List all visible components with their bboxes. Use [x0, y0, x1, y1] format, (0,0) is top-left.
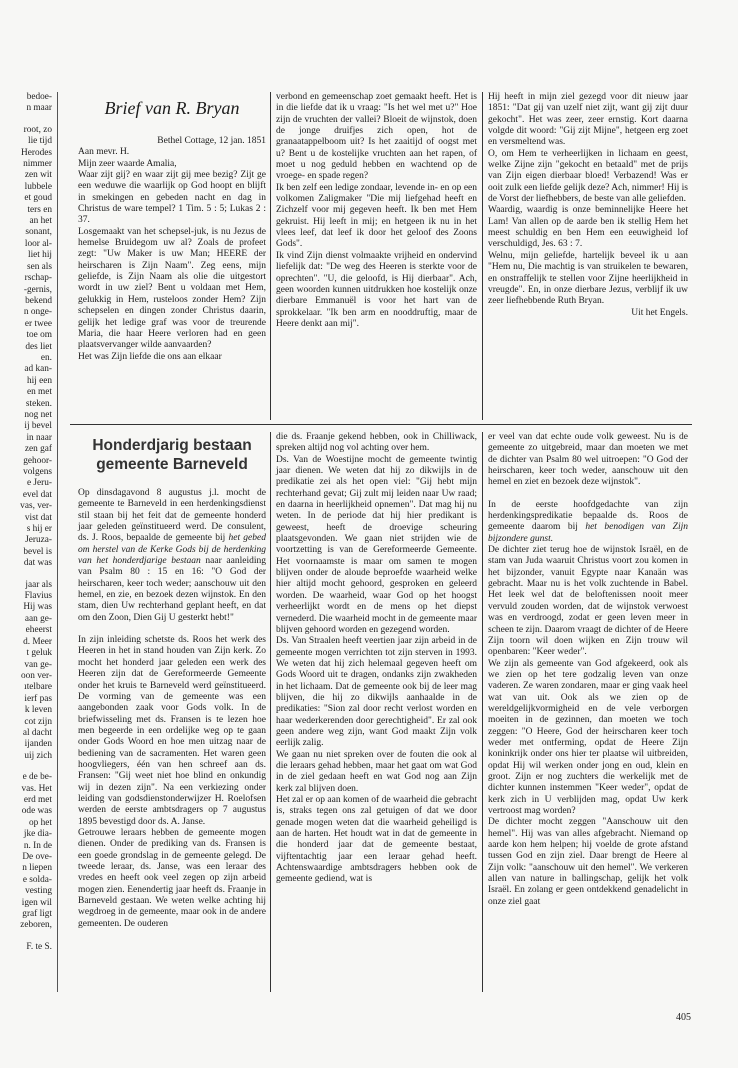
- fragment-line: van ge-: [24, 659, 52, 670]
- fragment-line: lie tijd: [27, 136, 52, 147]
- letter-title: Brief van R. Bryan: [104, 98, 240, 118]
- fragment-line: -gernis,: [23, 284, 52, 295]
- fragment-line: ode was: [21, 806, 52, 817]
- gutter-divider: [57, 92, 58, 992]
- article-paragraph: De dichter mocht zeggen "Aanschouw uit den hemel". Hij was van alles afgebracht. Niemand op aarde kon hem helpen; hij voelde de grote afstand tussen God en zijn ziel. Daar brengt de Heere al Zijn volk: "aanschouw uit den hemel". We verkeren allen van nature in ballingschap, gelijk het volk Israël. En zolang er geen ontdekkend genadelicht in onze ziel gaat: [488, 817, 688, 907]
- fragment-line: graf ligt: [22, 909, 52, 920]
- fragment-line: oon ver-: [20, 670, 52, 681]
- fragment-line: e Jeru-: [26, 478, 52, 489]
- fragment-gap: [0, 570, 52, 580]
- letter-column-2: [276, 92, 477, 330]
- fragment-line: ad kan-: [24, 364, 52, 375]
- letter-paragraph: Waar zijt gij? en waar zijt gij mee bezig? Zijt ge een weduwe die waarlijk op God hoopt en blijft in smekingen en gebeden nacht en dag in Christus de ware tempel? 1 Tim. 5 : 5; Lukas 2 : 37.: [78, 170, 266, 226]
- fragment-line: sen als: [26, 261, 52, 272]
- fragment-line: zen wit: [24, 170, 52, 181]
- fragment-line: jaar als: [25, 579, 52, 590]
- fragment-gap: [0, 762, 52, 772]
- article-paragraph: In zijn inleiding schetste ds. Roos het werk des Heeren in het in stand houden van Zijn kerk. Zo mocht het honderd jaar geleden een werk des Heeren zijn dat de Gereformeerde Gemeente onder het kruis te Barneveld werd geïnstitueerd. De vorming van de gemeente was een aangebonden zaak voor Gods volk. In de briefwisseling met ds. Fransen is te lezen hoe men begeerde in een ordelijke weg op te gaan onder Gods Woord en hoe men uitzag naar de bediening van de sacramenten. Het waren geen hoogvliegers, één van hen schreef aan ds. Fransen: "Gij weet niet hoe blind en onkundig wij in dezen zijn". Na een verkiezing onder leiding van godsdienstonderwijzer H. Roelofsen werden de eerste ambtsdragers op 7 augustus 1895 bevestigd door ds. A. Janse.: [78, 635, 266, 827]
- fragment-line: rschap-: [24, 273, 52, 284]
- fragment-line: F. te S.: [26, 941, 52, 952]
- fragment-line: zen gaf: [24, 444, 52, 455]
- letter-paragraph: Waardig, waardig is onze beminnelijke Heere het Lam! Van allen op de aarde ben ik stellig Hem het meest schuldig en ben Hem een eeuwigheid lof verschuldigd, Jes. 63 : 7.: [488, 205, 688, 250]
- fragment-line: en met: [26, 387, 52, 398]
- section-divider: [70, 424, 692, 425]
- fragment-line: liet hij: [27, 250, 52, 261]
- fragment-line: evel dat: [22, 489, 52, 500]
- fragment-line: De ove-: [22, 852, 52, 862]
- fragment-line: des liet: [25, 341, 52, 352]
- article-column-3: [488, 432, 688, 908]
- article-paragraph: die ds. Fraanje gekend hebben, ook in Chilliwack, spreken altijd nog vol achting over hem.: [276, 432, 477, 454]
- fragment-line: steken.: [25, 398, 52, 409]
- letter-paragraph: Mijn zeer waarde Amalia,: [78, 158, 177, 169]
- article-paragraph: Getrouwe leraars hebben de gemeente mogen dienen. Onder de prediking van ds. Fransen is een goede grondslag in de gemeente gelegd. De tweede leraar, ds. Janse, was een leraar des vredes en heeft ook veel zegen op zijn arbeid mogen zien. Eenendertig jaar heeft ds. Fraanje in Barneveld gestaan. We weten welke achting hij wegdroeg in de gemeente, maar ook in de andere gemeenten. De ouderen: [78, 827, 266, 929]
- article-paragraph: er veel van dat echte oude volk geweest. Nu is de gemeente zo uitgebreid, maar dan moeten we met de dichter van Psalm 80 wel uitroepen: "O God der heirscharen, keer toch weder, aanschouw uit den hemel en ziet en bezoek deze wijnstok".: [488, 432, 688, 488]
- fragment-line: vas. Het: [21, 783, 52, 794]
- fragment-line: d. Meer: [23, 636, 52, 647]
- article-paragraph: Ds. Van de Woestijne mocht de gemeente twintig jaar dienen. We weten dat hij zo dikwijls in de predikatie zei als het open viel: "Gij hebt mijn rechterhand gevat; Gij zult mij leiden naar Uw raad; en daarna in heerlijkheid opnemen". Dat mag hij nu weten. In de periode dat hij hier predikant is geweest, heeft de droevige scheuring plaatsgevonden. We gaan niet strijden wie de voortzetting is van de Gereformeerde Gemeente. Het voornaamste is maar om samen te mogen blijven onder de aloude beproefde waarheid welke hier altijd mocht gehoord, gesproken en geleerd worden. De waarheid, waar God op het hoogst verheerlijkt wordt en de mens op het diepst vernederd. Die waarheid mocht in de gemeente maar blijven gehoord worden en gezegend worden.: [276, 454, 477, 635]
- fragment-line: er twee: [24, 318, 52, 329]
- fragment-line: ierf pas: [24, 693, 52, 704]
- fragment-line: en.: [40, 352, 52, 363]
- fragment-line: s hij er: [26, 524, 52, 535]
- fragment-line: eheerst: [25, 625, 52, 636]
- column-divider: [482, 432, 483, 992]
- fragment-line: op het: [29, 817, 52, 828]
- fragment-line: bekend: [25, 295, 52, 306]
- fragment-line: zeboren,: [20, 920, 52, 931]
- letter-paragraph: Losgemaakt van het schepsel-juk, is nu Jezus de hemelse Bruidegom uw al? Zoals de profeet zegt: "Uw Maker is uw Man; HEERE der heirscharen is Zijn Naam". Zeg eens, mijn geliefde, is Zijn Naam als olie die uitgestort wordt in uw ziel? Bent u voldaan met Hem, gelukkig in Hem, rusteloos zonder Hem? Zijn schepselen en dingen zonder Christus daarin, gelijk het ledige graf was voor de treurende Maria, die haar Heere verloren had en geen plaatsvervanger wilde aanvaarden?: [78, 226, 266, 351]
- fragment-line: vist dat: [24, 512, 52, 523]
- column-divider: [482, 92, 483, 420]
- letter-column-3: [488, 92, 688, 319]
- fragment-line: erd met: [23, 794, 52, 805]
- fragment-line: gehoor-: [23, 455, 52, 466]
- article-column-1: [78, 432, 266, 930]
- fragment-line: bedoe-: [26, 92, 52, 102]
- fragment-line: nimmer: [23, 159, 52, 170]
- article-paragraph: We gaan nu niet spreken over de fouten die ook al die leraars gehad hebben, maar het gaat om wat God in de ziel gedaan heeft en wat God nog aan Zijn kerk zal blijven doen.: [276, 749, 477, 794]
- fragment-line: dat was: [23, 558, 52, 569]
- article-paragraph: Het zal er op aan komen of de waarheid die gebracht is, straks tegen ons zal getuigen of dat we door genade mogen weten dat die waarheid geheiligd is aan de harten. Het houdt wat in dat de gemeente in die honderd jaar dat de gemeente bestaat, vijftentachtig jaar een leraar gehad heeft. Achtenswaardige ambtsdragers hebben ook de gemeente gediend, wat is: [276, 795, 477, 885]
- fragment-line: Hij was: [23, 602, 52, 613]
- fragment-line: bevel is: [23, 546, 52, 557]
- fragment-line: vesting: [25, 886, 52, 897]
- fragment-line: cot zijn: [24, 716, 52, 727]
- fragment-line: volgens: [23, 467, 52, 477]
- article-paragraph: Ds. Van Straalen heeft veertien jaar zijn arbeid in de gemeente mogen verrichten tot zijn sterven in 1993. We weten dat hij zich helemaal gegeven heeft om Gods Woord uit te dragen, ondanks zijn zwakheden in het lichaam. Dat de gemeente ook bij de leer mag blijven, die hij zo dikwijls aanhaalde in de predikaties: "Sion zal door recht verlost worden en haar wederkerenden door gerechtigheid". Er zal ook geen andere weg zijn, want God maakt Zijn volk eerlijk zalig.: [276, 636, 477, 749]
- fragment-line: loor al-: [24, 238, 52, 249]
- letter-paragraph: Ik vind Zijn dienst volmaakte vrijheid en ondervind liefelijk dat: "De weg des Heeren is sterkte voor de oprechten". "U, die geloofd, is Hij dierbaar". Ach, geen woorden kunnen uitdrukken hoe kostelijk onze dierbare Emmanuël is voor het hart van de sprokkelaar. "Ik ben arm en nooddruftig, maar de Heere denkt aan mij".: [276, 250, 477, 329]
- fragment-line: sonant,: [25, 227, 52, 238]
- letter-paragraph: Ik ben zelf een ledige zondaar, levende in- en op een volkomen Zaligmaker "Die mij liefgehad heeft en Zichzelf voor mij gegeven heeft. Ik ben met Hem gekruist. Hij leeft in mij; en hetgeen ik nu in het vlees leef, dat leef ik door het geloof des Zoons Gods".: [276, 182, 477, 250]
- fragment-line: n liepen: [22, 863, 52, 874]
- fragment-line: ij bevel: [24, 421, 52, 432]
- fragment-line: Flavius: [24, 591, 52, 602]
- fragment-line: jke dia-: [23, 829, 52, 840]
- letter-source: Uit het Engels.: [631, 307, 688, 318]
- letter-column-1: [78, 92, 266, 363]
- fragment-line: vas, ver-: [20, 501, 52, 512]
- fragment-line: aan ge-: [24, 613, 52, 624]
- fragment-line: root, zo: [23, 124, 52, 135]
- fragment-line: n maar: [26, 103, 52, 114]
- article-column-2: [276, 432, 477, 886]
- fragment-line: al dacht: [22, 727, 52, 738]
- fragment-line: in naar: [26, 432, 52, 443]
- fragment-line: igen wil: [21, 897, 52, 908]
- fragment-line: Jeruza-: [25, 535, 52, 546]
- page-number: 405: [676, 1012, 691, 1023]
- article-paragraph: De dichter ziet terug hoe de wijnstok Israël, en de stam van Juda waaruit Christus voort zou komen in het bijzonder, vanuit Egypte naar Kanaän was gebracht. Maar nu is het volk zuchtende in Babel. Het leek wel dat de beloftenissen nooit meer vervuld zouden worden, dat de wijnstok verwoest was en verdroogd, zodat er geen leven meer in scheen te zijn. Daarom vraagt de dichter of de Heere Zijn toorn wil doen wijken en Zijn trouw wil openbaren: "Keer weder".: [488, 545, 688, 658]
- fragment-line: Herodes: [21, 147, 52, 158]
- previous-page-fragment: [0, 92, 52, 1002]
- fragment-line: nog net: [24, 409, 52, 420]
- fragment-line: lubbele: [24, 181, 52, 192]
- fragment-gap: [0, 115, 52, 125]
- fragment-line: e solda-: [22, 874, 52, 885]
- fragment-line: toe om: [26, 330, 52, 341]
- article-title: Honderdjarig bestaan gemeente Barneveld: [92, 437, 252, 473]
- article-paragraph: Op dinsdagavond 8 augustus j.l. mocht de gemeente te Barneveld in een herdenkingsdienst stil staan bij het feit dat de gemeente honderd jaar geleden geïnstitueerd werd. De consulent, ds. J. Roos, bepaalde de gemeente bij het gebed om herstel van de Kerke Gods bij de herdenking van het honderdjarige bestaan naar aanleiding van Psalm 80 : 15 en 16: "O God der heirscharen, keer toch weder; aanschouw uit den hemel, en zie, en bezoek dezen wijnstok. En den stam, dien Uw rechterhand geplant heeft, en dat om den Zoon, Dien Gij U gesterkt hebt!": [78, 488, 266, 623]
- fragment-line: n. In de: [23, 840, 52, 851]
- letter-paragraph: verbond en gemeenschap zoet gemaakt heeft. Het is in die liefde dat ik u vraag: "Is het wel met u?" Hoe zijn de vruchten der vallei? Bloeit de wijnstok, doen de jonge druifjes zich open, hot de granaatappelboom uit? Is het zaaitijd of oogst met u? Bent u de kostelijke vruchten aan het rapen, of moet u nog geduld hebben en wachtend op de vroege- en spade regen?: [276, 92, 477, 182]
- column-divider: [270, 92, 271, 420]
- fragment-gap: [0, 932, 52, 942]
- fragment-line: ıtelbare: [24, 682, 52, 693]
- letter-paragraph: O, om Hem te verheerlijken in lichaam en geest, welke Zijne zijn "gekocht en betaald" met de prijs van Zijn eigen dierbaar bloed! Verbazend! Was er ooit zulk een liefde gelijk deze? Ach, nimmer! Hij is de Vorst der liefhebbers, de beste van alle geliefden.: [488, 148, 688, 205]
- fragment-line: an het: [29, 216, 52, 227]
- letter-addressee: Aan mevr. H.: [78, 147, 130, 158]
- fragment-line: ters en: [27, 204, 52, 215]
- fragment-line: e de be-: [22, 772, 52, 783]
- fragment-line: k leven: [24, 705, 52, 716]
- column-divider: [270, 432, 271, 992]
- letter-paragraph: Hij heeft in mijn ziel gezegd voor dit nieuw jaar 1851: "Dat gij van uzelf niet zijt, want gij zijt duur gekocht". Het was zeer, zeer ernstig. Kort daarna volgde dit woord: "Gij zijt Mijne", hetgeen erg zoet en versmeltend was.: [488, 92, 688, 148]
- letter-place-date: Bethel Cottage, 12 jan. 1851: [157, 136, 266, 146]
- letter-paragraph: Welnu, mijn geliefde, hartelijk beveel ik u aan "Hem nu, Die machtig is van struikelen te bewaren, en onstraffelijk te stellen voor Zijne heerlijkheid in vreugde". En, in onze dierbare Jezus, verblijf ik uw zeer liefhebbende Ruth Bryan.: [488, 250, 688, 307]
- fragment-line: uij zich: [24, 750, 52, 761]
- fragment-line: et goud: [24, 193, 52, 204]
- article-paragraph: In de eerste hoofdgedachte van zijn herdenkingspredikatie bepaalde ds. Roos de gemeente daarom bij het benodigen van Zijn bijzondere gunst.: [488, 499, 688, 544]
- fragment-line: t geluk: [26, 648, 52, 659]
- article-paragraph: We zijn als gemeente van God afgekeerd, ook als we zien op het tere godzalig leven van onze vaderen. Ze waren zondaren, maar er ging vaak heel wat van uit. Ook als we zien op de wereldgelijkvormigheid en de vele verborgen moeiten in de gezinnen, dan moeten we toch zeggen: "O Heere, God der heirscharen keer toch weder met ontferming, opdat de Heere Zijn koninkrijk onder ons hier ter plaatse wil uitbreiden, opdat Hij wil werken onder jong en oud, klein en groot. Zijn er nog zuchters die werkelijk met de dichter kunnen instemmen "Keer weder", opdat de kerk zich in U verblijden mag, opdat Uw kerk vertroost mag worden?: [488, 658, 688, 816]
- letter-paragraph: Het was Zijn liefde die ons aan elkaar: [78, 351, 222, 362]
- fragment-line: n onge-: [23, 307, 52, 318]
- fragment-line: hij een: [26, 375, 52, 386]
- fragment-line: ijanden: [24, 739, 52, 750]
